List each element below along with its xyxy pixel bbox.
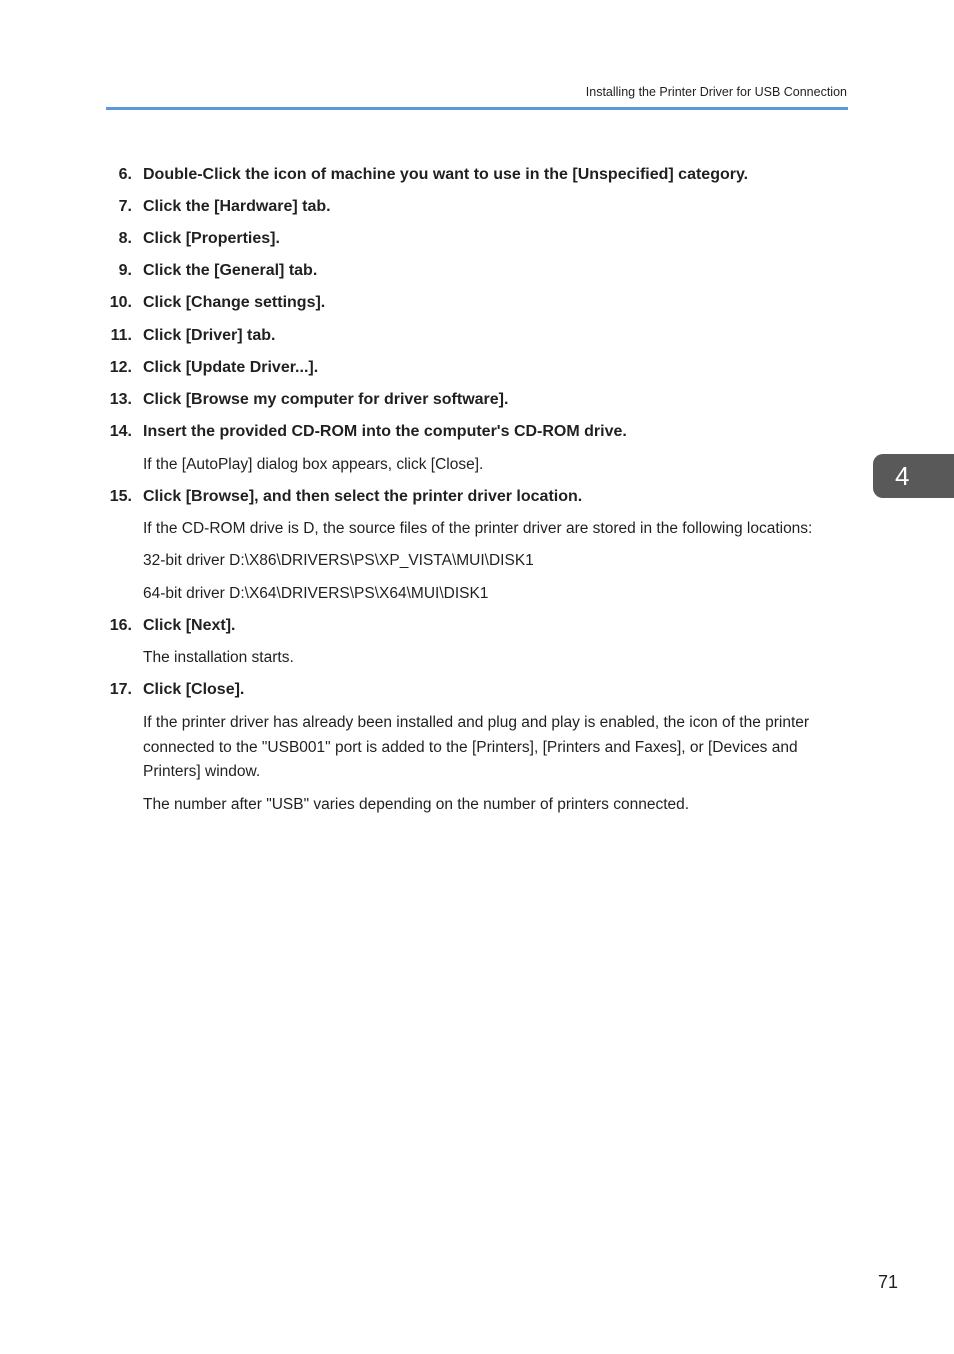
step-number: 11. (110, 327, 132, 344)
step-number: 17. (109, 681, 132, 698)
step-note: The installation starts. (143, 649, 294, 666)
driver-path-32bit: 32-bit driver D:\X86\DRIVERS\PS\XP_VISTA\MUI\DISK1 (143, 552, 534, 569)
step-text: Click [Next]. (143, 617, 236, 634)
header-title: Installing the Printer Driver for USB Connection (585, 85, 847, 99)
step-number: 15. (109, 488, 132, 505)
step-note: If the [AutoPlay] dialog box appears, click [Close]. (143, 456, 484, 473)
step-text: Click the [Hardware] tab. (143, 198, 331, 215)
step-note: The number after "USB" varies depending on the number of printers connected. (143, 796, 690, 813)
step-text: Click [Browse], and then select the printer driver location. (143, 488, 583, 505)
step-number: 7. (118, 198, 132, 215)
step-number: 8. (118, 230, 132, 247)
step-note: If the CD-ROM drive is D, the source files of the printer driver are stored in the following locations: (143, 520, 813, 537)
step-text: Click [Change settings]. (143, 294, 326, 311)
step-number: 10. (109, 294, 132, 311)
step-text: Click [Properties]. (143, 230, 280, 247)
chapter-tab (873, 454, 954, 498)
step-number: 6. (118, 166, 132, 183)
step-number: 16. (109, 617, 132, 634)
step-number: 12. (109, 359, 132, 376)
step-note: If the printer driver has already been installed and plug and play is enabled, the icon of the printer connected to the "USB001" port is added to the [Printers], [Printers and Faxes], or [Devices and Printers] window. (143, 714, 810, 780)
step-text: Insert the provided CD-ROM into the computer's CD-ROM drive. (143, 423, 627, 440)
step-number: 13. (109, 391, 132, 408)
driver-path-64bit: 64-bit driver D:\X64\DRIVERS\PS\X64\MUI\DISK1 (143, 585, 489, 602)
step-text: Double-Click the icon of machine you want to use in the [Unspecified] category. (143, 166, 749, 183)
header-divider (106, 107, 848, 110)
step-text: Click [Close]. (143, 681, 245, 698)
step-text: Click [Update Driver...]. (143, 359, 319, 376)
step-text: Click the [General] tab. (143, 262, 318, 279)
step-number: 14. (109, 423, 132, 440)
page-number: 71 (877, 1272, 898, 1292)
step-number: 9. (118, 262, 132, 279)
step-text: Click [Driver] tab. (143, 327, 276, 344)
chapter-number: 4 (895, 461, 910, 491)
step-text: Click [Browse my computer for driver software]. (143, 391, 509, 408)
